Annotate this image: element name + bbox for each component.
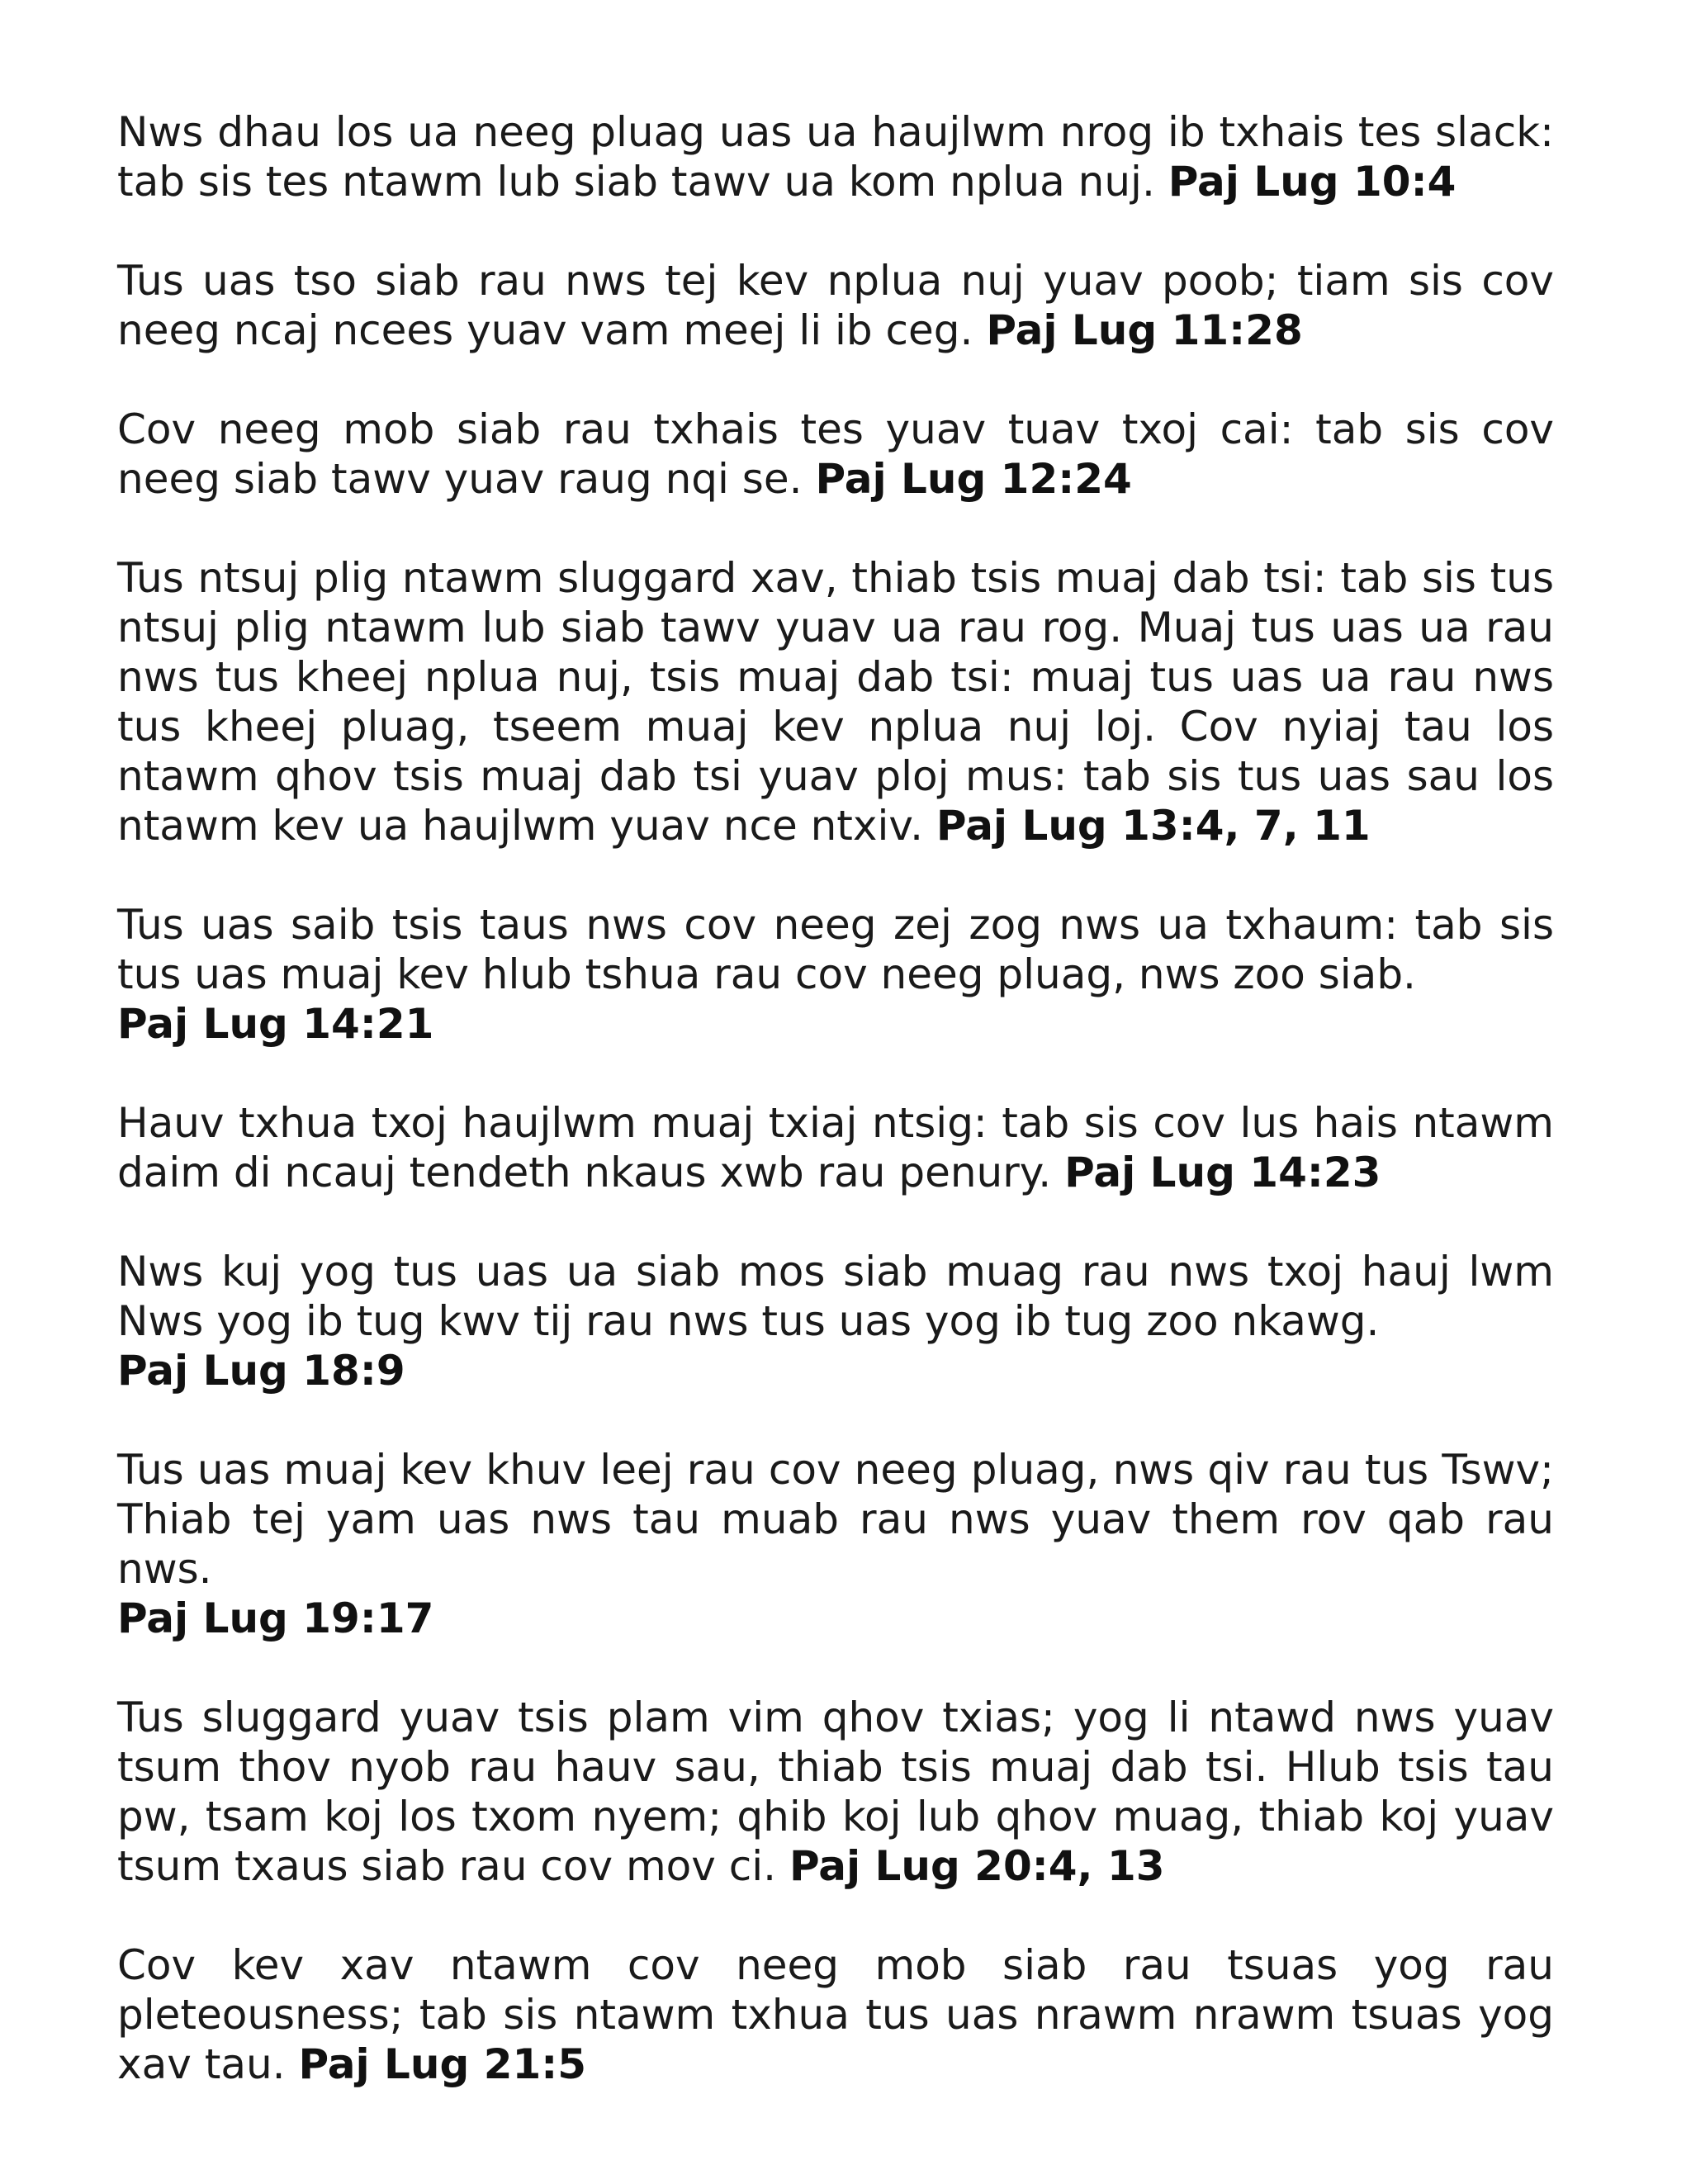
verse-reference: Paj Lug 21:5 <box>298 2040 587 2088</box>
verse-reference: Paj Lug 14:21 <box>117 1000 434 1048</box>
verse-text: Cov kev xav ntawm cov neeg mob siab rau tsuas yog rau pleteousness; tab sis ntawm txhua tus uas nrawm nrawm tsuas yog xav tau. <box>117 1941 1554 2088</box>
verse-reference: Paj Lug 13:4, 7, 11 <box>935 802 1371 850</box>
verse-text: Tus uas saib tsis taus nws cov neeg zej zog nws ua txhaum: tab sis tus uas muaj kev hlub tshua rau cov neeg pluag, nws zoo siab. <box>117 901 1554 998</box>
verse-text: Tus sluggard yuav tsis plam vim qhov txias; yog li ntawd nws yuav tsum thov nyob rau hauv sau, thiab tsis muaj dab tsi. Hlub tsis tau pw, tsam koj los txom nyem; qhib koj lub qhov muag, thiab koj yuav tsum txaus siab rau cov mov ci. <box>117 1694 1554 1890</box>
verse-reference: Paj Lug 11:28 <box>986 306 1303 354</box>
verse-paragraph <box>117 1445 1554 1643</box>
verse-reference: Paj Lug 19:17 <box>117 1594 434 1642</box>
verse-paragraph <box>117 1693 1554 1891</box>
verse-text: Nws dhau los ua neeg pluag uas ua haujlwm nrog ib txhais tes slack: tab sis tes ntawm lub siab tawv ua kom nplua nuj. <box>117 108 1554 206</box>
verse-text: Tus uas tso siab rau nws tej kev nplua nuj yuav poob; tiam sis cov neeg ncaj ncees yuav vam meej li ib ceg. <box>117 257 1554 354</box>
verse-text: Hauv txhua txoj haujlwm muaj txiaj ntsig: tab sis cov lus hais ntawm daim di ncauj tendeth nkaus xwb rau penury. <box>117 1099 1554 1196</box>
verse-reference: Paj Lug 12:24 <box>815 455 1132 503</box>
verse-text: Nws kuj yog tus uas ua siab mos siab muag rau nws txoj hauj lwm Nws yog ib tug kwv tij rau nws tus uas yog ib tug zoo nkawg. <box>117 1248 1554 1345</box>
verse-reference: Paj Lug 20:4, 13 <box>789 1842 1165 1890</box>
verse-paragraph <box>117 1247 1554 1395</box>
verse-text: Tus uas muaj kev khuv leej rau cov neeg pluag, nws qiv rau tus Tswv; Thiab tej yam uas nws tau muab rau nws yuav them rov qab rau nws. <box>117 1446 1554 1593</box>
verse-reference: Paj Lug 14:23 <box>1064 1149 1381 1196</box>
verse-paragraph <box>117 1098 1554 1197</box>
verse-paragraph <box>117 900 1554 1049</box>
verse-reference: Paj Lug 18:9 <box>117 1347 405 1395</box>
verse-paragraph <box>117 405 1554 504</box>
verse-paragraph <box>117 107 1554 206</box>
verse-text: Tus ntsuj plig ntawm sluggard xav, thiab tsis muaj dab tsi: tab sis tus ntsuj plig ntawm lub siab tawv yuav ua rau rog. Muaj tus uas ua rau nws tus kheej nplua nuj, tsis muaj dab tsi: muaj tus uas ua rau nws tus kheej pluag, tseem muaj kev nplua nuj loj. Cov nyiaj tau los ntawm qhov tsis muaj dab tsi yuav ploj mus: tab sis tus uas sau los ntawm kev ua haujlwm yuav nce ntxiv. <box>117 554 1554 850</box>
verse-paragraph <box>117 256 1554 355</box>
document-page <box>117 107 1554 2139</box>
verse-paragraph <box>117 1940 1554 2089</box>
verse-reference: Paj Lug 10:4 <box>1168 158 1457 206</box>
verse-text: Cov neeg mob siab rau txhais tes yuav tuav txoj cai: tab sis cov neeg siab tawv yuav raug nqi se. <box>117 405 1554 503</box>
verse-paragraph <box>117 553 1554 850</box>
